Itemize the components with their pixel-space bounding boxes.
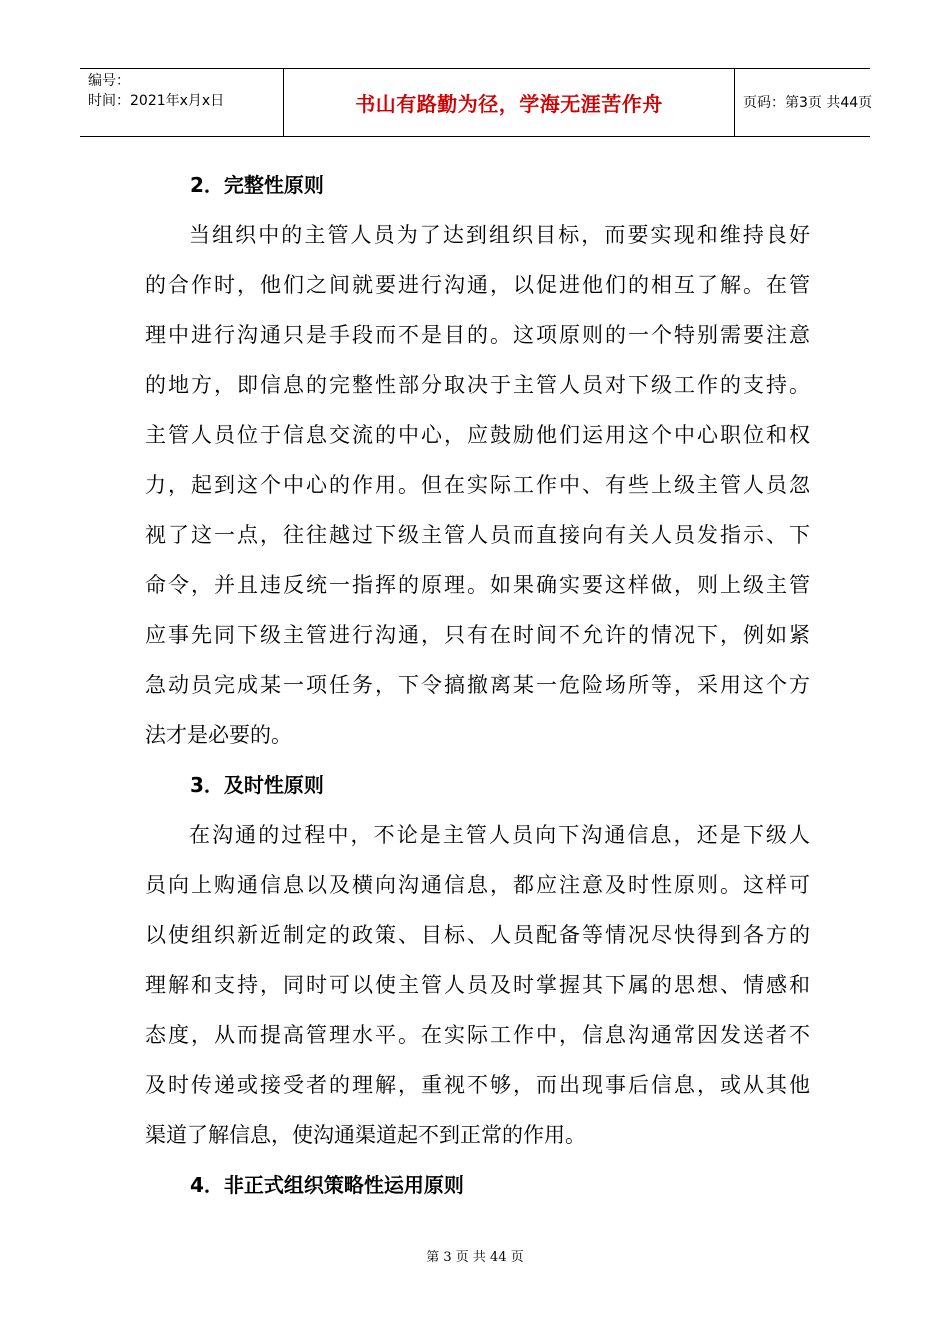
section-heading: 4．非正式组织策略性运用原则 <box>190 1173 464 1197</box>
document-date-label: 时间：2021年x月x日 <box>88 93 225 109</box>
header-page-info: 页码：第3页 共44页 <box>743 94 873 111</box>
paragraph-line: 急动员完成某一项任务，下令搞撤离某一危险场所等，采用这个方 <box>145 673 810 697</box>
paragraph-line: 态度，从而提高管理水平。在实际工作中，信息沟通常因发送者不 <box>145 1023 810 1047</box>
paragraph-line: 命令，并且违反统一指挥的原理。如果确实要这样做，则上级主管 <box>145 573 810 597</box>
section-heading: 3．及时性原则 <box>190 773 324 797</box>
paragraph-line: 应事先同下级主管进行沟通，只有在时间不允许的情况下，例如紧 <box>145 623 810 647</box>
paragraph-line: 力，起到这个中心的作用。但在实际工作中、有些上级主管人员忽 <box>145 473 810 497</box>
paragraph-line: 主管人员位于信息交流的中心，应鼓励他们运用这个中心职位和权 <box>145 423 810 447</box>
paragraph-line: 视了这一点，往往越过下级主管人员而直接向有关人员发指示、下 <box>145 523 810 547</box>
header-motto-cell <box>283 69 735 136</box>
paragraph-line: 及时传递或接受者的理解，重视不够，而出现事后信息，或从其他 <box>145 1073 810 1097</box>
paragraph-line: 当组织中的主管人员为了达到组织目标，而要实现和维持良好 <box>189 223 810 247</box>
document-body <box>145 160 810 1210</box>
page-header <box>80 68 873 137</box>
header-motto: 书山有路勤为径，学海无涯苦作舟 <box>355 92 663 116</box>
document-number-label: 编号： <box>88 73 130 89</box>
paragraph-line: 在沟通的过程中，不论是主管人员向下沟通信息，还是下级人 <box>189 823 810 847</box>
paragraph-line: 的合作时，他们之间就要进行沟通，以促进他们的相互了解。在管 <box>145 273 810 297</box>
paragraph-line: 理中进行沟通只是手段而不是目的。这项原则的一个特别需要注意 <box>145 323 810 347</box>
header-meta <box>80 69 283 136</box>
paragraph-line: 理解和支持，同时可以使主管人员及时掌握其下属的思想、情感和 <box>145 973 810 997</box>
paragraph-line: 员向上购通信息以及横向沟通信息，都应注意及时性原则。这样可 <box>145 873 810 897</box>
paragraph-line: 的地方，即信息的完整性部分取决于主管人员对下级工作的支持。 <box>145 373 810 397</box>
page-footer: 第 3 页 共 44 页 <box>426 1250 524 1265</box>
paragraph-line: 以使组织新近制定的政策、目标、人员配备等情况尽快得到各方的 <box>145 923 810 947</box>
paragraph-line: 渠道了解信息，使沟通渠道起不到正常的作用。 <box>145 1123 586 1147</box>
header-page-cell <box>735 69 873 136</box>
paragraph-line: 法才是必要的。 <box>145 723 292 747</box>
section-heading: 2．完整性原则 <box>190 173 324 197</box>
